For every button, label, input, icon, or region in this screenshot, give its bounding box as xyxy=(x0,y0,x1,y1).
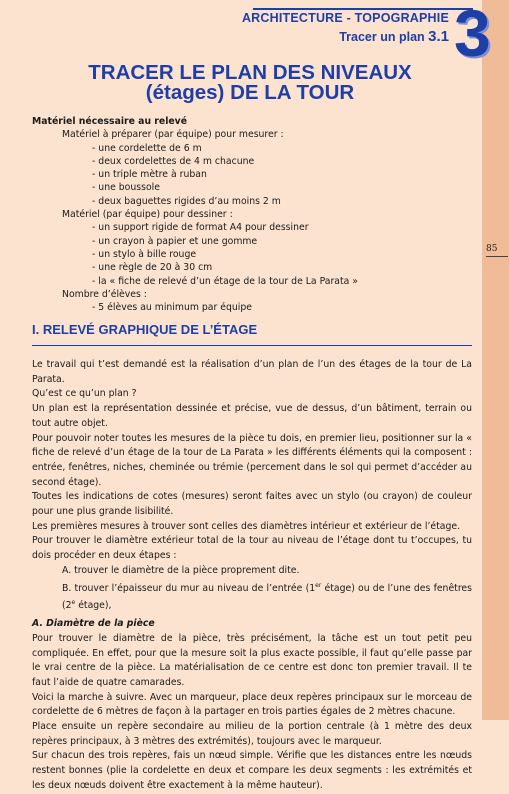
materials-item: - une règle de 20 à 30 cm xyxy=(92,262,213,274)
step-b-post: étage), xyxy=(75,600,112,612)
materials-item: - un triple mètre à ruban xyxy=(92,169,207,181)
page-title xyxy=(40,63,460,103)
step-a: A. trouver le diamètre de la pièce proprement dite. xyxy=(62,564,300,576)
materials-list xyxy=(32,115,482,314)
paragraph: Les premières mesures à trouver sont celles des diamètres intérieur et extérieur de l’étage. xyxy=(32,520,461,532)
superscript: er xyxy=(315,581,322,589)
header-subject: ARCHITECTURE - TOPOGRAPHIE xyxy=(241,11,449,25)
header-chapter-text: Tracer un plan xyxy=(339,30,429,44)
step-b xyxy=(32,579,472,615)
title-line-1: TRACER LE PLAN DES NIVEAUX xyxy=(88,61,412,84)
header-rule xyxy=(253,8,473,10)
subsection-title: A. Diamètre de la pièce xyxy=(32,618,155,630)
section-rule xyxy=(32,345,472,346)
body-text xyxy=(32,358,472,794)
paragraph: Qu’est ce qu’un plan ? xyxy=(32,388,137,400)
paragraph: Le travail qui t’est demandé est la réalisation d’un plan de l’un des étages de la tour de La Parata. xyxy=(32,359,472,385)
materials-item: - une cordelette de 6 m xyxy=(92,142,202,154)
step-b-mid: étage) ou de l’une des fenêtres (2 xyxy=(62,582,472,612)
step-b-pre: B. trouver l’épaisseur du mur au niveau de l’entrée (1 xyxy=(62,582,316,594)
chapter-number: 3 xyxy=(454,0,491,70)
paragraph: Place ensuite un repère secondaire au milieu de la portion centrale (à 1 mètre des deux repères principaux, à 3 mètres des extrémités), toujours avec le marqueur. xyxy=(32,721,472,747)
materials-item: - 5 élèves au minimum par équipe xyxy=(92,302,252,314)
materials-group-label: Matériel (par équipe) pour dessiner : xyxy=(62,209,233,221)
paragraph: Pour trouver le diamètre de la pièce, très précisément, la tâche est un tout petit peu compliquée. En effet, pour que la mesure soit la plus exacte possible, il faut qu’elle passe par le vrai centre de la pièce. La matérialisation de ce centre est donc ton premier travail. Il te faut l’aide de quatre camarades. xyxy=(32,632,472,688)
paragraph: Pour trouver le diamètre extérieur total de la tour au niveau de l’étage dont tu t’occupes, tu dois procéder en deux étapes : xyxy=(32,535,472,562)
materials-item: - un stylo à bille rouge xyxy=(92,248,197,260)
materials-item: - un support rigide de format A4 pour dessiner xyxy=(92,222,309,234)
materials-item: - deux baguettes rigides d’au moins 2 m xyxy=(92,195,281,207)
materials-item: - une boussole xyxy=(92,182,160,194)
materials-item: - la « fiche de relevé d’un étage de la tour de La Parata » xyxy=(92,275,358,287)
title-line-2: (étages) DE LA TOUR xyxy=(145,81,355,104)
paragraph: Sur chacun des trois repères, fais un nœud simple. Vérifie que les distances entre les nœuds restent bonnes (plie la cordelette en deux et compare les deux segments : les extrémités et les deux nœuds doivent être exactement à la même hauteur). xyxy=(32,750,472,791)
paragraph: Pour pouvoir noter toutes les mesures de la pièce tu dois, en premier lieu, positionner sur la « fiche de relevé d’un étage de la tour de La Parata » les différents éléments qui la composent : entrée, fenêtres, niches, cheminée ou trémie (percement dans le sol qui permet d’accéder au second étage). xyxy=(32,432,472,488)
right-margin-band xyxy=(482,0,509,720)
superscript: e xyxy=(71,599,76,607)
materials-item: - un crayon à papier et une gomme xyxy=(92,235,258,247)
materials-group-label: Matériel à préparer (par équipe) pour mesurer : xyxy=(62,129,284,141)
header-chapter xyxy=(339,28,449,45)
materials-group-label: Nombre d’élèves : xyxy=(62,288,147,300)
paragraph: Toutes les indications de cotes (mesures) seront faites avec un stylo (ou crayon) de couleur pour une plus grande lisibilité. xyxy=(32,491,472,518)
header-section-number: 3.1 xyxy=(428,28,449,45)
materials-item: - deux cordelettes de 4 m chacune xyxy=(92,155,255,167)
section-title: I. RELEVÉ GRAPHIQUE DE L’ÉTAGE xyxy=(32,322,258,337)
page-number: 85 xyxy=(486,244,508,257)
paragraph: Un plan est la représentation dessinée et précise, vue de dessus, d’un bâtiment, terrain ou tout autre objet. xyxy=(32,403,472,429)
paragraph: Voici la marche à suivre. Avec un marqueur, place deux repères principaux sur le morceau de cordelette de 6 mètres de façon à la partager en trois parties égales de 2 mètres chacune. xyxy=(32,691,472,718)
materials-heading: Matériel nécessaire au relevé xyxy=(32,116,188,127)
